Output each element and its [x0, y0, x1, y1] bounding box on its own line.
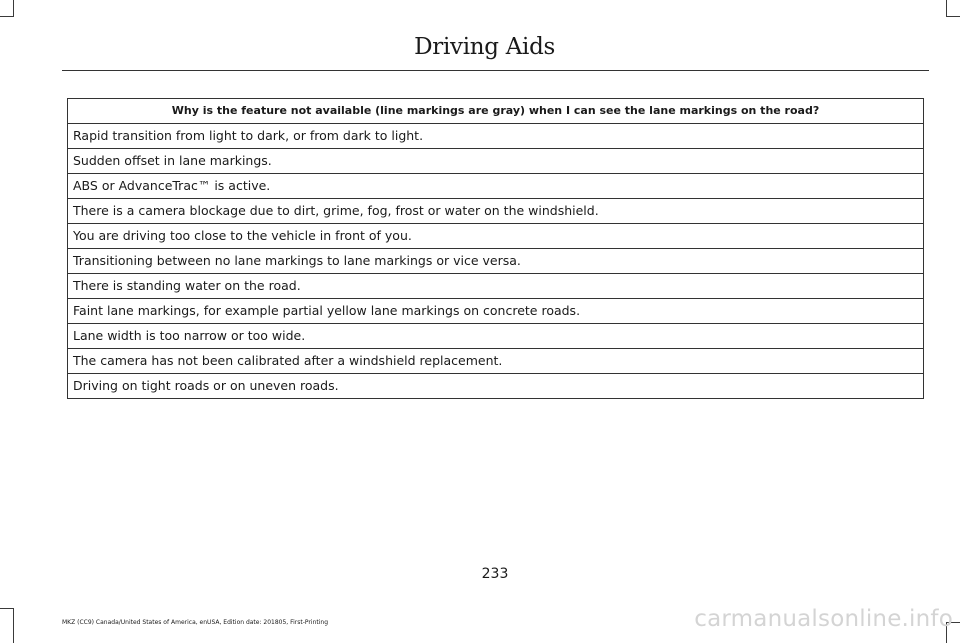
edition-footer: MKZ (CC9) Canada/United States of America, enUSA, Edition date: 201805, First-Printing: [62, 619, 328, 626]
lane-marking-availability-table: [67, 98, 924, 399]
table-cell: There is a camera blockage due to dirt, grime, fog, frost or water on the windshield.: [68, 199, 924, 224]
table-row: [68, 324, 924, 349]
table-heading: Why is the feature not available (line markings are gray) when I can see the lane markings on the road?: [68, 99, 924, 124]
table-cell: Sudden offset in lane markings.: [68, 149, 924, 174]
header-rule: [62, 70, 929, 71]
table-cell: Driving on tight roads or on uneven roads.: [68, 374, 924, 399]
table-cell: Lane width is too narrow or too wide.: [68, 324, 924, 349]
table-row: [68, 249, 924, 274]
table-cell: Rapid transition from light to dark, or from dark to light.: [68, 124, 924, 149]
section-title: Driving Aids: [414, 34, 555, 60]
table-row: [68, 174, 924, 199]
crop-mark-top-left-vertical: [13, 0, 14, 16]
crop-mark-bottom-left-horizontal: [0, 608, 14, 609]
table-row: [68, 374, 924, 399]
table-row: [68, 349, 924, 374]
table-cell: Transitioning between no lane markings to lane markings or vice versa.: [68, 249, 924, 274]
table-cell: There is standing water on the road.: [68, 274, 924, 299]
crop-mark-top-right-horizontal: [946, 16, 960, 17]
table-row: [68, 299, 924, 324]
table-row: [68, 274, 924, 299]
crop-mark-bottom-left-vertical: [13, 608, 14, 643]
watermark: carmanualsonline.info: [694, 606, 953, 632]
table-row: [68, 224, 924, 249]
table-row: [68, 199, 924, 224]
crop-mark-top-right-vertical: [946, 0, 947, 16]
table-cell: ABS or AdvanceTrac™ is active.: [68, 174, 924, 199]
page-number: 233: [481, 566, 509, 582]
table-row: [68, 124, 924, 149]
table-row: [68, 149, 924, 174]
table-header-row: [68, 99, 924, 124]
table-cell: The camera has not been calibrated after a windshield replacement.: [68, 349, 924, 374]
crop-mark-top-left-horizontal: [0, 16, 14, 17]
table-cell: Faint lane markings, for example partial yellow lane markings on concrete roads.: [68, 299, 924, 324]
table-cell: You are driving too close to the vehicle in front of you.: [68, 224, 924, 249]
